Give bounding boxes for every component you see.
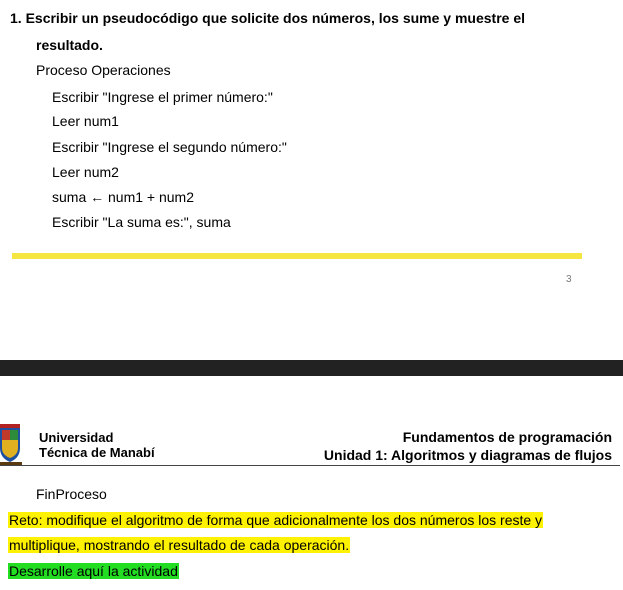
question-line-2: resultado. bbox=[36, 37, 103, 53]
code-line: Escribir "Ingrese el primer número:" bbox=[52, 89, 273, 105]
code-line: Escribir "Ingrese el segundo número:" bbox=[52, 139, 287, 155]
code-line: suma ← num1 + num2 bbox=[52, 189, 195, 205]
challenge-line-1: Reto: modifique el algoritmo de forma que adicionalmente los dos números los reste y bbox=[9, 512, 543, 528]
code-end: FinProceso bbox=[36, 486, 107, 502]
header-rule bbox=[0, 465, 620, 466]
university-logo-icon bbox=[0, 424, 22, 466]
university-name-line-2: Técnica de Manabí bbox=[39, 445, 155, 460]
challenge-line-2: multiplique, mostrando el resultado de cada operación. bbox=[9, 537, 350, 553]
page-separator-band bbox=[0, 360, 623, 376]
university-name-line-1: Universidad bbox=[39, 430, 114, 445]
activity-prompt[interactable]: Desarrolle aquí la actividad bbox=[9, 563, 178, 579]
page-number: 3 bbox=[566, 274, 572, 285]
question-line-1: 1. Escribir un pseudocódigo que solicite dos números, los sume y muestre el bbox=[10, 10, 526, 26]
code-start: Proceso Operaciones bbox=[36, 62, 171, 78]
unit-title: Unidad 1: Algoritmos y diagramas de flujos bbox=[323, 447, 612, 463]
code-line: Leer num1 bbox=[52, 113, 119, 129]
cut-off-text-fragment bbox=[60, 0, 420, 2]
course-title: Fundamentos de programación bbox=[402, 429, 612, 445]
code-line: Leer num2 bbox=[52, 164, 119, 180]
yellow-divider bbox=[12, 253, 582, 259]
code-line: Escribir "La suma es:", suma bbox=[52, 214, 231, 230]
